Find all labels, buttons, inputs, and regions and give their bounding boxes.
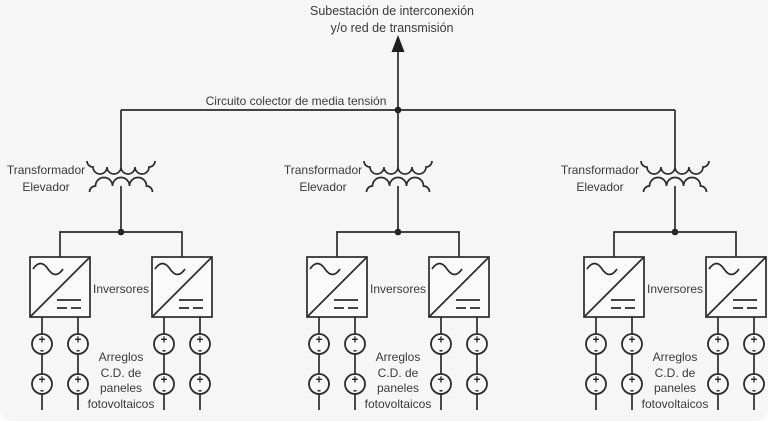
minus-label: -	[162, 385, 166, 397]
pv-array-label	[333, 350, 463, 412]
arrow-up-icon	[392, 35, 405, 52]
plus-label: +	[160, 374, 168, 387]
transformer-label	[263, 162, 383, 196]
transformer-label	[0, 162, 106, 196]
plus-label: +	[473, 334, 481, 347]
plus-label: +	[315, 334, 323, 347]
pv-array-label-line3: paneles	[653, 381, 697, 395]
plus-label: +	[628, 374, 636, 387]
pv-array-label-line4: fotovoltaicos	[641, 396, 709, 411]
plus-label: +	[351, 334, 359, 347]
minus-label: -	[353, 345, 357, 357]
plus-label: +	[592, 334, 600, 347]
minus-label: -	[162, 345, 166, 357]
inverter-collector-wire	[614, 232, 736, 257]
transformer-label-line1: Transformador	[560, 163, 640, 177]
pv-string	[467, 317, 487, 410]
transformer-label-line2: Elevador	[299, 180, 347, 194]
minus-label: -	[353, 385, 357, 397]
substation-title-line1: Subestación de interconexión	[309, 4, 474, 18]
inverter-collector-wire	[60, 232, 182, 257]
minus-label: -	[752, 345, 756, 357]
pv-array-label-line1: Arreglos	[375, 350, 421, 364]
pv-array-label-line3: paneles	[376, 381, 420, 395]
pv-string	[309, 317, 329, 410]
inverters-label: Inversores	[92, 282, 150, 296]
pv-array-label-line1: Arreglos	[652, 350, 698, 364]
minus-label: -	[317, 345, 321, 357]
minus-label: -	[76, 345, 80, 357]
plus-label: +	[473, 374, 481, 387]
minus-label: -	[630, 385, 634, 397]
minus-label: -	[594, 345, 598, 357]
pv-array-label-line3: paneles	[99, 381, 143, 395]
transformer-label	[540, 162, 660, 196]
pv-array-label	[56, 350, 186, 412]
plus-label: +	[196, 334, 204, 347]
pv-array-label-line4: fotovoltaicos	[87, 396, 155, 411]
minus-label: -	[198, 345, 202, 357]
minus-label: -	[317, 385, 321, 397]
transformer-label-line1: Transformador	[283, 163, 363, 177]
pv-string	[32, 317, 52, 410]
minus-label: -	[716, 385, 720, 397]
pv-string	[586, 317, 606, 410]
minus-label: -	[752, 385, 756, 397]
plus-label: +	[750, 374, 758, 387]
pv-array-label	[610, 350, 740, 412]
minus-label: -	[439, 345, 443, 357]
substation-title	[242, 3, 542, 36]
transformer-label-line1: Transformador	[6, 163, 86, 177]
minus-label: -	[40, 345, 44, 357]
minus-label: -	[40, 385, 44, 397]
inverters-label: Inversores	[646, 282, 704, 296]
plus-label: +	[351, 374, 359, 387]
minus-label: -	[716, 345, 720, 357]
transformer-label-line2: Elevador	[22, 180, 70, 194]
minus-label: -	[594, 385, 598, 397]
minus-label: -	[630, 345, 634, 357]
plus-label: +	[38, 374, 46, 387]
plus-label: +	[714, 334, 722, 347]
pv-array-label-line4: fotovoltaicos	[364, 396, 432, 411]
plus-label: +	[750, 334, 758, 347]
minus-label: -	[198, 385, 202, 397]
plus-label: +	[160, 334, 168, 347]
pv-array-label-line2: C.D. de	[654, 365, 696, 380]
minus-label: -	[475, 385, 479, 397]
inverter-collector-wire	[337, 232, 459, 257]
plus-label: +	[628, 334, 636, 347]
substation-title-line2: y/o red de transmisión	[330, 20, 454, 35]
plus-label: +	[74, 374, 82, 387]
plus-label: +	[38, 334, 46, 347]
minus-label: -	[475, 345, 479, 357]
plus-label: +	[196, 374, 204, 387]
plus-label: +	[315, 374, 323, 387]
inverters-label: Inversores	[369, 282, 427, 296]
transformer-label-line2: Elevador	[576, 180, 624, 194]
plus-label: +	[437, 374, 445, 387]
collector-bus-label: Circuito colector de media tensión	[205, 94, 387, 108]
pv-string	[744, 317, 764, 410]
pv-array-label-line2: C.D. de	[100, 365, 142, 380]
minus-label: -	[76, 385, 80, 397]
pv-string	[190, 317, 210, 410]
plus-label: +	[74, 334, 82, 347]
pv-array-label-line2: C.D. de	[377, 365, 419, 380]
plus-label: +	[714, 374, 722, 387]
minus-label: -	[439, 385, 443, 397]
pv-array-label-line1: Arreglos	[98, 350, 144, 364]
plus-label: +	[592, 374, 600, 387]
plus-label: +	[437, 334, 445, 347]
